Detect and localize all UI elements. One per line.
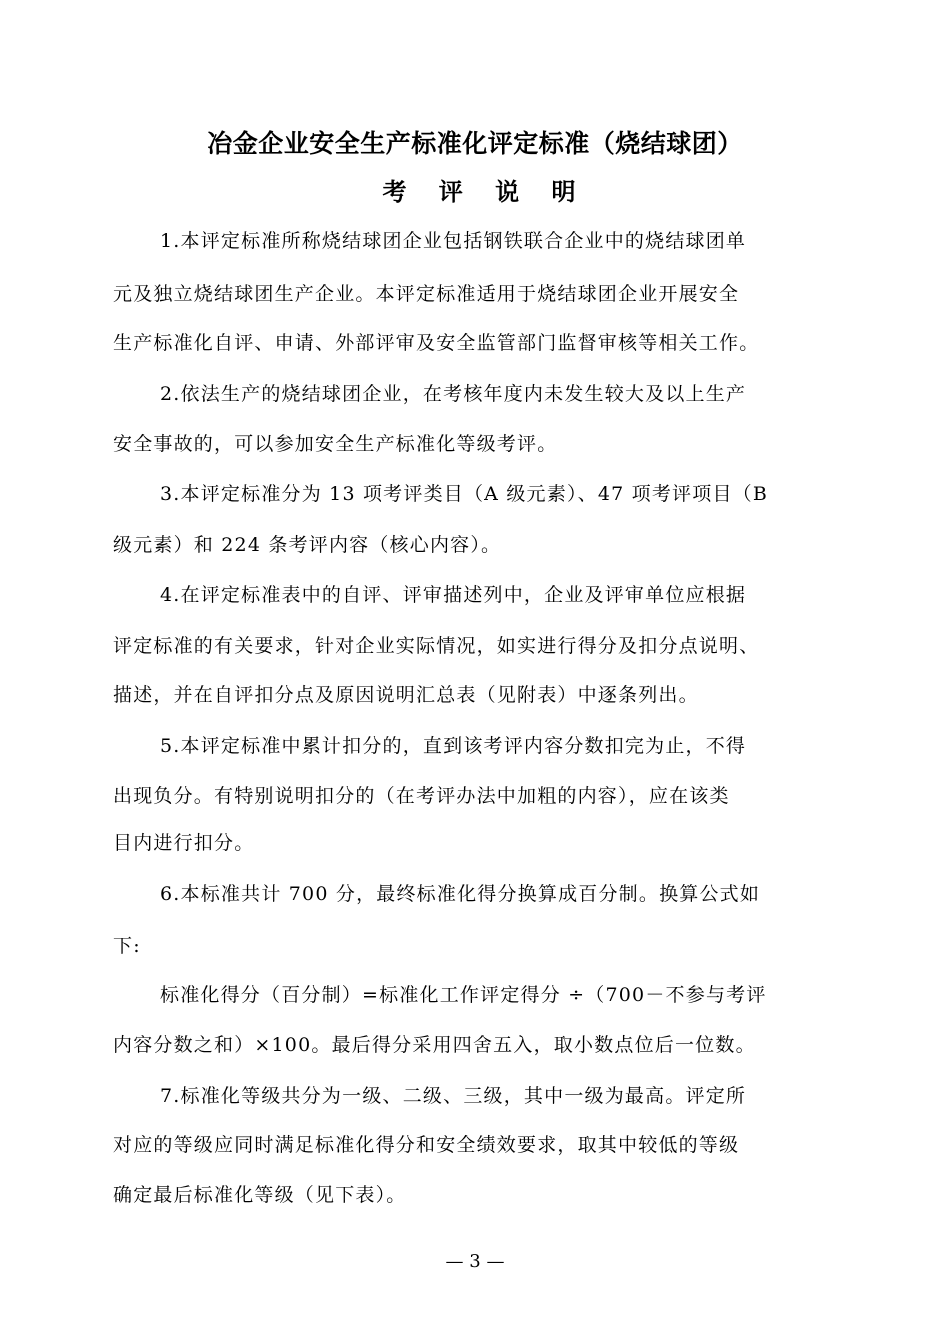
paragraph-line: 6.本标准共计 700 分，最终标准化得分换算成百分制。换算公式如 (160, 883, 761, 905)
document-title: 冶金企业安全生产标准化评定标准（烧结球团） (207, 129, 743, 158)
paragraph-line: 2.依法生产的烧结球团企业，在考核年度内未发生较大及以上生产 (160, 383, 747, 405)
paragraph-line: 目内进行扣分。 (113, 832, 255, 854)
section-heading: 考 评 说 明 (382, 177, 588, 206)
paragraph-line: 1.本评定标准所称烧结球团企业包括钢铁联合企业中的烧结球团单 (160, 230, 747, 252)
paragraph-line: 内容分数之和）×100。最后得分采用四舍五入，取小数点位后一位数。 (113, 1034, 756, 1056)
paragraph-line: 确定最后标准化等级（见下表）。 (113, 1184, 407, 1206)
paragraph-line: 出现负分。有特别说明扣分的（在考评办法中加粗的内容），应在该类 (113, 785, 730, 807)
paragraph-line: 对应的等级应同时满足标准化得分和安全绩效要求，取其中较低的等级 (113, 1134, 740, 1156)
paragraph-line: 级元素）和 224 条考评内容（核心内容）。 (113, 534, 502, 556)
paragraph-line: 生产标准化自评、申请、外部评审及安全监管部门监督审核等相关工作。 (113, 332, 760, 354)
paragraph-line: 评定标准的有关要求，针对企业实际情况，如实进行得分及扣分点说明、 (113, 635, 760, 657)
paragraph-line: 标准化得分（百分制）=标准化工作评定得分 ÷（700－不参与考评 (160, 984, 767, 1006)
paragraph-line: 5.本评定标准中累计扣分的，直到该考评内容分数扣完为止，不得 (160, 735, 747, 757)
paragraph-line: 3.本评定标准分为 13 项考评类目（A 级元素）、47 项考评项目（B (160, 483, 769, 505)
paragraph-line: 描述，并在自评扣分点及原因说明汇总表（见附表）中逐条列出。 (113, 684, 699, 706)
paragraph-line: 元及独立烧结球团生产企业。本评定标准适用于烧结球团企业开展安全 (113, 283, 740, 305)
paragraph-line: 下: (113, 935, 141, 957)
paragraph-line: 4.在评定标准表中的自评、评审描述列中，企业及评审单位应根据 (160, 584, 747, 606)
paragraph-line: 7.标准化等级共分为一级、二级、三级，其中一级为最高。评定所 (160, 1085, 747, 1107)
page-number: — 3 — (445, 1251, 505, 1272)
paragraph-line: 安全事故的，可以参加安全生产标准化等级考评。 (113, 433, 558, 455)
